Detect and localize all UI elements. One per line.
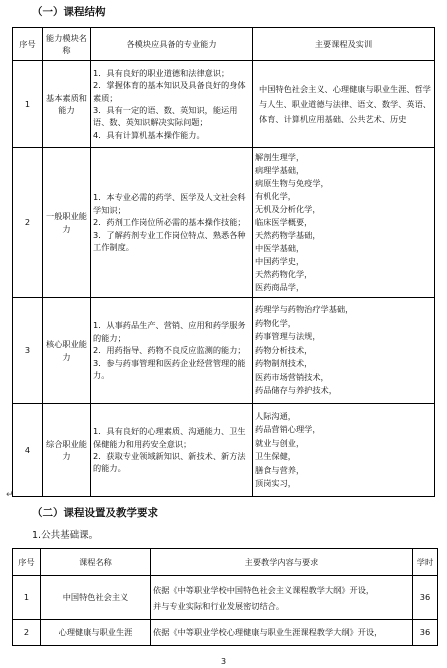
row-courses (253, 61, 435, 148)
row-no: 4 (13, 404, 43, 497)
row-module: 一般职业能力 (43, 148, 91, 298)
row-abilities (91, 61, 253, 148)
public-courses-table (12, 548, 438, 646)
course-item: 药物制剂技术， (255, 358, 313, 369)
table-row (13, 61, 435, 148)
content-line: 依据《中等职业学校心理健康与职业生涯课程教学大纲》开设， (153, 627, 383, 638)
row-courses (253, 148, 435, 298)
row-courses (253, 298, 435, 404)
ability-line: 2．药剂工作岗位所必需的基本操作技能； (93, 217, 246, 228)
content-line: 依据《中等职业学校中国特色社会主义课程教学大纲》开设， (153, 584, 375, 595)
course-item: 药事管理与法规， (255, 331, 321, 342)
row-abilities (91, 298, 253, 404)
row-courses (253, 404, 435, 497)
content-line: 并与专业实际和行业发展密切结合。 (153, 600, 285, 611)
row-course-name: 心理健康与职业生涯 (41, 620, 151, 646)
course-item: 病理学基础， (255, 165, 305, 175)
course-item: 膳食与营养， (255, 464, 305, 475)
ability-line: 1．具有良好的职业道德和法律意识； (93, 67, 230, 78)
course-item: 药物分析技术， (255, 344, 313, 355)
table-row (13, 576, 438, 620)
row-hours: 36 (413, 576, 438, 620)
row-content (151, 620, 413, 646)
ability-line: 1．从事药品生产、营销、应用和药学服务的能力； (93, 320, 246, 343)
table2-header-content: 主要教学内容与要求 (151, 549, 413, 576)
ability-line: 2．获取专业领域新知识、新技术、新方法的能力。 (93, 451, 246, 474)
course-line: 中国特色社会主义、心理健康与职业生涯、哲学与人生、职业道德与法律、语文、数学、英语、体育、计算机应用基础、公共艺术、历史 (259, 83, 431, 124)
course-item: 药品储存与养护技术， (255, 385, 337, 396)
row-module: 综合职业能力 (43, 404, 91, 497)
row-hours: 36 (413, 620, 438, 646)
table1-header-no: 序号 (13, 28, 43, 61)
row-no: 1 (13, 61, 43, 148)
ability-line: 1．本专业必需的药学、医学及人文社会科学知识； (93, 192, 246, 215)
course-item: 医药市场营销技术， (255, 371, 329, 382)
course-item: 病原生物与免疫学， (255, 178, 329, 188)
ability-line: 1．具有良好的心理素质、沟通能力、卫生保健能力和用药安全意识； (93, 426, 246, 449)
page-number: 3 (220, 657, 227, 666)
course-structure-table (12, 27, 435, 497)
course-item: 天然药物化学， (255, 269, 313, 279)
course-item: 中医学基础， (255, 243, 305, 253)
paragraph-mark-icon: ↵ (6, 490, 14, 500)
row-no: 1 (13, 576, 41, 620)
subsection-title-public-courses: 1.公共基础课。 (32, 530, 99, 541)
ability-line: 3．参与药事管理和医药企业经营管理的能力。 (93, 357, 246, 381)
course-item: 就业与创业， (255, 437, 305, 448)
course-item: 顶岗实习， (255, 478, 296, 488)
row-abilities (91, 148, 253, 298)
table1-header-courses: 主要课程及实训 (253, 28, 435, 61)
section-title-course-structure: （一）课程结构 (32, 6, 106, 18)
ability-line: 4．具有计算机基本操作能力。 (93, 129, 205, 140)
table2-header-name: 课程名称 (41, 549, 151, 576)
table2-header-hours: 学时 (413, 549, 438, 576)
ability-line: 2．掌握体育的基本知识及具备良好的身体素质； (93, 80, 246, 103)
course-item: 临床医学概要， (255, 217, 313, 227)
table1-header-abilities: 各模块应具备的专业能力 (91, 28, 253, 61)
course-item: 解剖生理学， (255, 152, 305, 162)
row-no: 3 (13, 298, 43, 404)
course-item: 人际沟通， (255, 410, 296, 421)
table2-header-row (13, 549, 438, 576)
row-course-name: 中国特色社会主义 (41, 576, 151, 620)
row-no: 2 (13, 148, 43, 298)
course-item: 药品营销心理学， (255, 424, 321, 434)
course-item: 卫生保健， (255, 451, 296, 461)
course-item: 天然药物学基础， (255, 230, 321, 240)
row-abilities (91, 404, 253, 497)
course-item: 药物化学， (255, 317, 296, 328)
table1-header-module: 能力模块名称 (43, 28, 91, 61)
table-row (13, 298, 435, 404)
course-item: 中国药学史， (255, 256, 305, 266)
course-item: 无机及分析化学， (255, 204, 321, 214)
course-item: 有机化学， (255, 191, 296, 201)
row-content (151, 576, 413, 620)
section-title-course-setup: （二）课程设置及教学要求 (32, 507, 158, 519)
table-row (13, 148, 435, 298)
table-row (13, 620, 438, 646)
table1-header-row (13, 28, 435, 61)
course-item: 医药商品学， (255, 282, 305, 292)
row-module: 核心职业能力 (43, 298, 91, 404)
table2-header-no: 序号 (13, 549, 41, 576)
ability-line: 3．了解药剂专业工作岗位特点、熟悉各种工作制度。 (93, 229, 246, 253)
row-no: 2 (13, 620, 41, 646)
table-row (13, 404, 435, 497)
row-module: 基本素质和能力 (43, 61, 91, 148)
ability-line: 2．用药指导、药物不良反应监测的能力； (93, 345, 246, 356)
ability-line: 3．具有一定的语、数、英知识，能运用语、数、英知识解决实际问题； (93, 105, 238, 128)
course-item: 药理学与药物治疗学基础， (255, 304, 354, 315)
